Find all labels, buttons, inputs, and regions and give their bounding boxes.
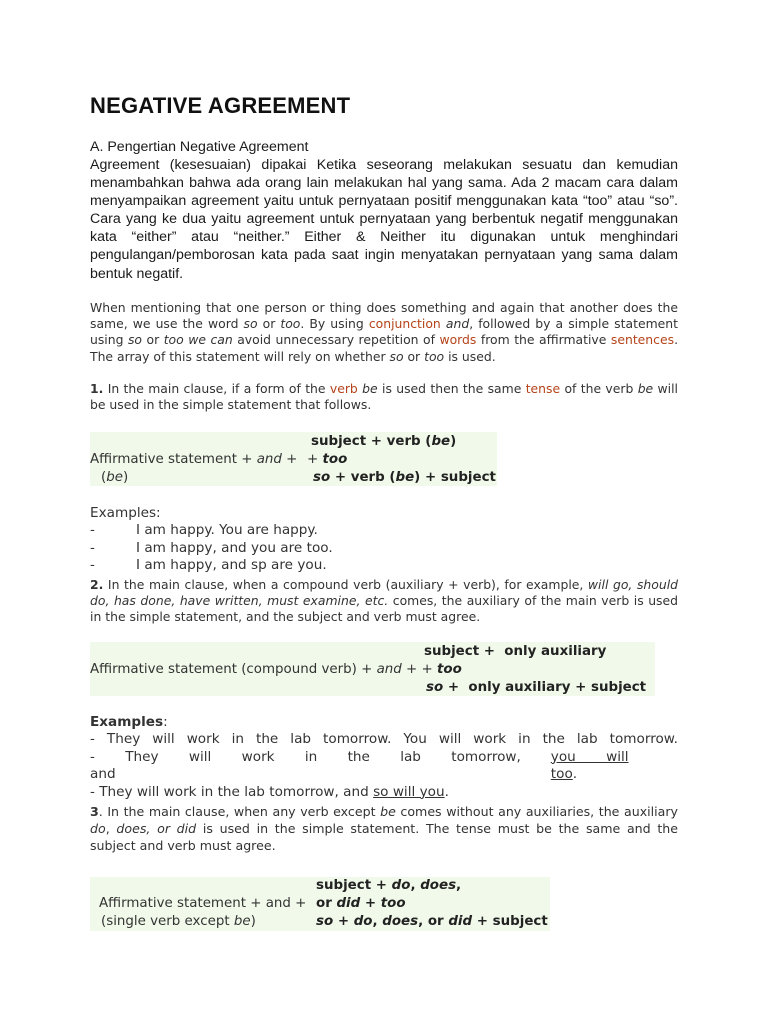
formula-1-left-2: (be) <box>101 470 129 485</box>
list-item: - They will work in the lab tomorrow, and so will you. <box>90 783 449 800</box>
page-title: NEGATIVE AGREEMENT <box>90 93 351 118</box>
section-heading: A. Pengertian Negative Agreement <box>90 139 309 155</box>
conjunction-link[interactable]: conjunction <box>368 316 441 332</box>
list-item: - I am happy. You are happy. <box>90 522 318 539</box>
formula-2-row-1: subject + only auxiliary <box>424 644 607 659</box>
formula-1-row-2: + too <box>307 452 348 467</box>
rule-3: 3. In the main clause, when any verb except be comes without any auxiliaries, the auxiliary do, does, or did is used in the simple statement. The tense must be the same and the subject and verb must agree. <box>90 804 679 853</box>
formula-3-left-1: Affirmative statement + and + <box>99 896 307 911</box>
explanation-paragraph: When mentioning that one person or thing does something and again that another does the same, we use the word so or too. By using conjunction and, followed by a simple statement using so or too we can avoid unnecessary repetition of words from the affirmative sentences. The array of this statement will rely on whether so or too is used. <box>90 300 679 364</box>
formula-1-left-1: Affirmative statement + and + <box>90 452 298 467</box>
formula-2-left: Affirmative statement (compound verb) + and + + too <box>90 662 462 677</box>
intro-paragraph: Agreement (kesesuaian) dipakai Ketika seseorang melakukan sesuatu dan kemudian menambahkan bahwa ada orang lain melakukan hal yang sama. Ada 2 macam cara dalam menyampaikan agreement yaitu untuk pernyataan positif menggunakan kata “too” atau “so”. Cara yang ke dua yaitu agreement untuk pernyataan yang berbentuk negatif menggunakan kata “either” atau “neither.” Either & Neither itu digunakan untuk menghindari pengulangan/pemborosan kata pada saat ingin menyatakan pernyataan yang sama dalam bentuk negatif. <box>90 157 678 282</box>
formula-3-row-1: subject + do, does, <box>316 878 462 893</box>
rule-1: 1. In the main clause, if a form of the verb be is used then the same tense of the verb be will be used in the simple statement that follows. <box>90 381 678 413</box>
formula-3-row-3: so + do, does, or did + subject <box>316 914 548 929</box>
verb-link[interactable]: verb <box>329 381 358 396</box>
examples-heading: Examples: <box>90 505 161 521</box>
formula-3-row-2: or did + too <box>316 896 406 911</box>
formula-1-row-1: subject + verb (be) <box>311 434 457 449</box>
formula-1-row-3: so + verb (be) + subject <box>313 470 496 485</box>
rule-2: 2. In the main clause, when a compound verb (auxiliary + verb), for example, will go, should do, has done, have written, must examine, etc. comes, the auxiliary of the main verb is used in the simple statement, and the subject and verb must agree. <box>90 577 679 625</box>
tense-link[interactable]: tense <box>525 381 561 396</box>
examples-heading: Examples: <box>90 714 168 730</box>
words-link[interactable]: words <box>439 332 477 348</box>
list-item: - I am happy, and you are too. <box>90 539 333 556</box>
formula-2-row-3: so + only auxiliary + subject <box>426 680 647 695</box>
sentences-link[interactable]: sentences <box>610 332 675 348</box>
examples-2 <box>90 714 678 801</box>
examples-1 <box>90 505 490 575</box>
list-item: - They will work in the lab tomorrow, and you will too. <box>90 748 629 783</box>
formula-3-left-2: (single verb except be) <box>101 914 256 929</box>
list-item: - They will work in the lab tomorrow. You will work in the lab tomorrow. <box>90 731 678 748</box>
list-item: - I am happy, and sp are you. <box>90 557 327 574</box>
